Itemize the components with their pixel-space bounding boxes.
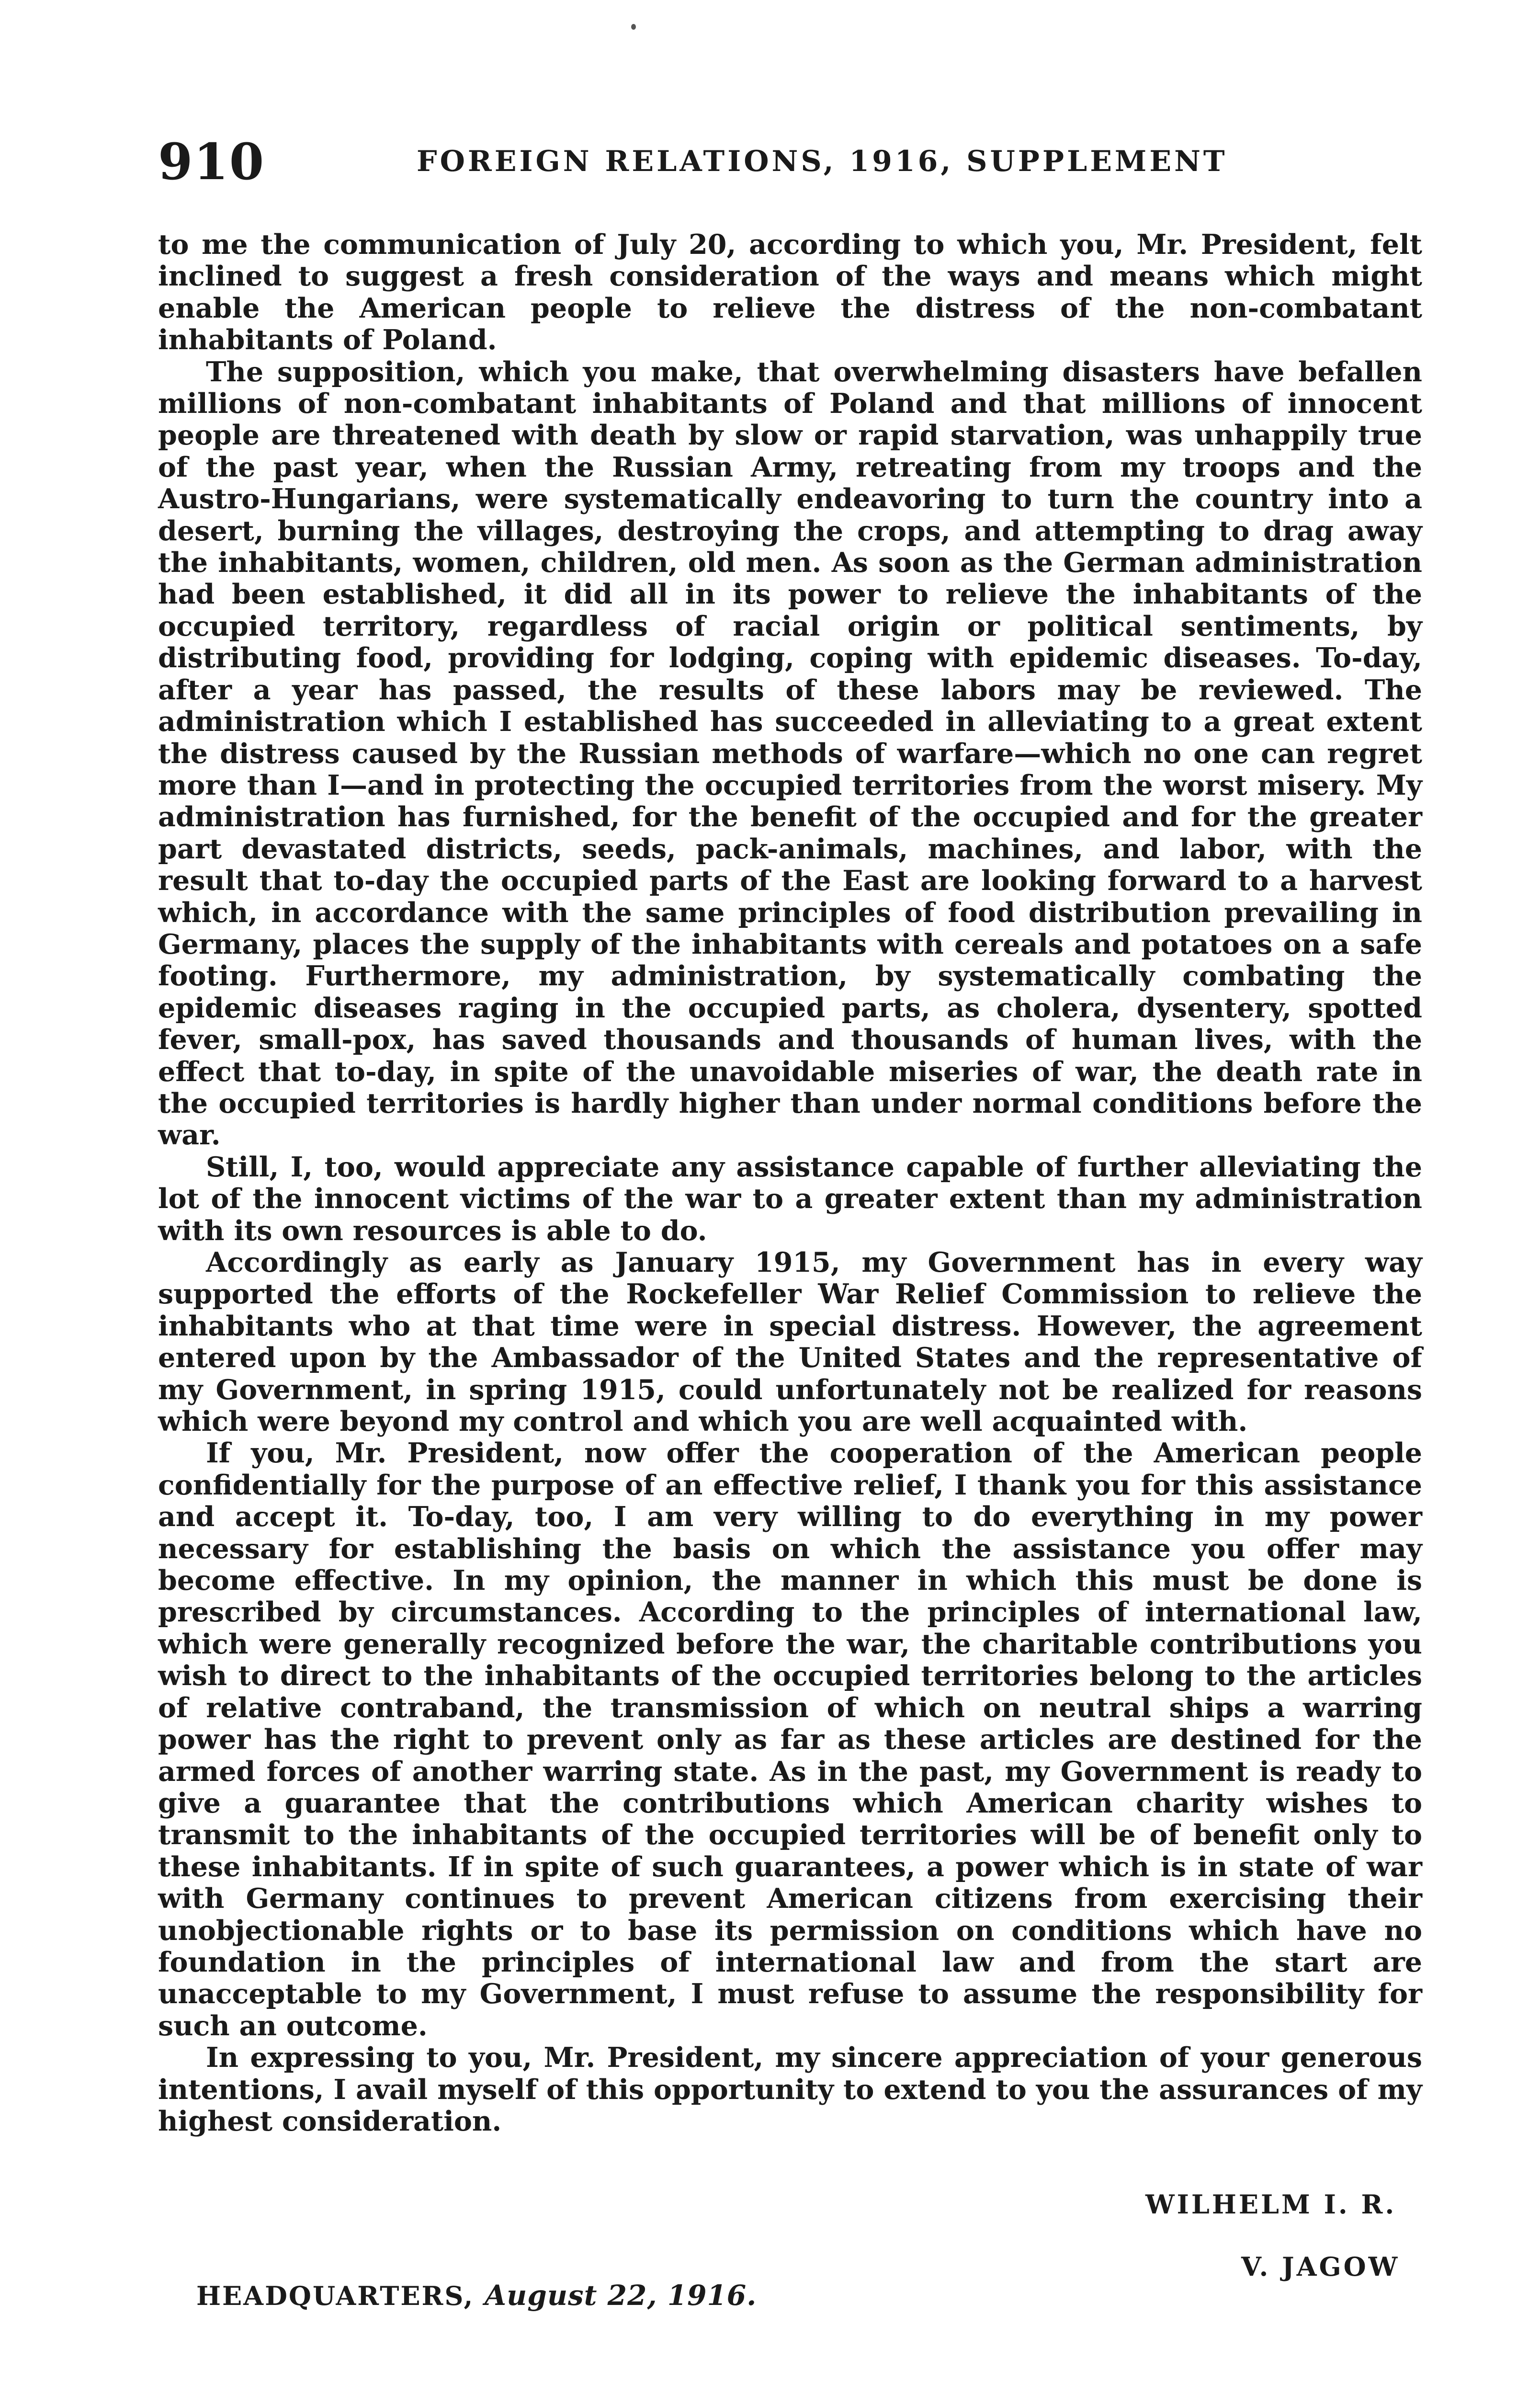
signature-wilhelm: WILHELM I. R. <box>1145 2189 1397 2220</box>
place-label: HEADQUARTERS, <box>196 2281 475 2311</box>
signature-jagow: V. JAGOW <box>1241 2251 1400 2282</box>
paragraph-further-assistance: Still, I, too, would appreciate any assistance capable of further alleviating the lot of the innocent victims of the war to a greater extent than my administration with its own resources is able to do. <box>158 1151 1422 1247</box>
scan-speck <box>631 24 636 30</box>
paragraph-closing-courtesy: In expressing to you, Mr. President, my sincere appreciation of your generous intentions, I avail myself of this opportunity to extend to you the assurances of my highest consideration. <box>158 2041 1422 2137</box>
page-header <box>158 129 1422 196</box>
letter-body <box>158 229 1422 2137</box>
place-and-date <box>196 2279 757 2312</box>
running-head: FOREIGN RELATIONS, 1916, SUPPLEMENT <box>417 145 1228 178</box>
paragraph-rockefeller-commission: Accordingly as early as January 1915, my Government has in every way supported the efforts of the Rockefeller War Relief Commission to relieve the inhabitants who at that time were in special distress. However, the agreement entered upon by the Ambassador of the United States and the representative of my Government, in spring 1915, could unfortunately not be realized for reasons which were beyond my control and which you are well acquainted with. <box>158 1246 1422 1438</box>
date-label: August 22, 1916. <box>485 2279 757 2312</box>
page-number: 910 <box>158 132 265 191</box>
paragraph-relief-administration: The supposition, which you make, that overwhelming disasters have befallen millions of non-combatant inhabitants of Poland and that millions of innocent people are threatened with death by slow or rapid starvation, was unhappily true of the past year, when the Russian Army, retreating from my troops and the Austro-Hungarians, were systematically endeavoring to turn the country into a desert, burning the villages, destroying the crops, and attempting to drag away the inhabitants, women, children, old men. As soon as the German administration had been established, it did all in its power to relieve the inhabitants of the occupied territory, regardless of racial origin or political sentiments, by distributing food, providing for lodging, coping with epidemic diseases. To-day, after a year has passed, the results of these labors may be reviewed. The administration which I established has succeeded in alleviating to a great extent the distress caused by the Russian methods of warfare—which no one can regret more than I—and in protecting the occupied territories from the worst misery. My administration has furnished, for the benefit of the occupied and for the greater part devastated districts, seeds, pack-animals, machines, and labor, with the result that to-day the occupied parts of the East are looking forward to a harvest which, in accordance with the same principles of food distribution prevailing in Germany, places the supply of the inhabitants with cereals and potatoes on a safe footing. Furthermore, my administration, by systematically combating the epidemic diseases raging in the occupied parts, as cholera, dysentery, spotted fever, small-pox, has saved thousands and thousands of human lives, with the effect that to-day, in spite of the unavoidable miseries of war, the death rate in the occupied territories is hardly higher than under normal conditions before the war. <box>158 355 1422 1152</box>
paragraph-continued: to me the communication of July 20, according to which you, Mr. President, felt inclined to suggest a fresh consideration of the ways and means which might enable the American people to relieve the distress of the non-combatant inhabitants of Poland. <box>158 228 1422 356</box>
paragraph-cooperation-offer: If you, Mr. President, now offer the cooperation of the American people confidentially for the purpose of an effective relief, I thank you for this assistance and accept it. To-day, too, I am very willing to do everything in my power necessary for establishing the basis on which the assistance you offer may become effective. In my opinion, the manner in which this must be done is prescribed by circumstances. According to the principles of international law, which were generally recognized before the war, the charitable contributions you wish to direct to the inhabitants of the occupied territories belong to the articles of relative contraband, the transmission of which on neutral ships a warring power has the right to prevent only as far as these articles are destined for the armed forces of another warring state. As in the past, my Government is ready to give a guarantee that the contributions which American charity wishes to transmit to the inhabitants of the occupied territories will be of benefit only to these inhabitants. If in spite of such guarantees, a power which is in state of war with Germany continues to prevent American citizens from exercising their unobjectionable rights or to base its permission on conditions which have no foundation in the principles of international law and from the start are unacceptable to my Government, I must refuse to assume the responsibility for such an outcome. <box>158 1437 1422 2042</box>
